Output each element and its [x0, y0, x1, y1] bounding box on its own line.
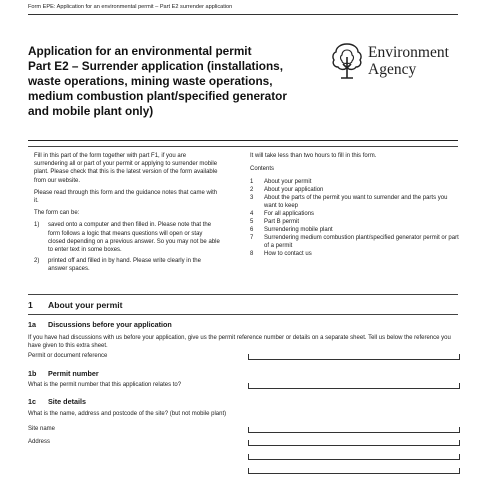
contents-text: Part B permit — [264, 219, 300, 225]
subsection-heading — [28, 397, 86, 406]
contents-text: About your application — [264, 187, 324, 193]
title-line: Part E2 – Surrender application (installations, — [28, 59, 284, 73]
address-line-2-field[interactable] — [248, 454, 460, 460]
contents-number: 3 — [250, 195, 254, 201]
contents-number: 5 — [250, 219, 254, 225]
permit-number-field[interactable] — [248, 383, 460, 389]
contents-title: Contents — [250, 166, 275, 172]
intro-paragraph: Please read through this form and the guidance notes that came with it. — [34, 189, 218, 205]
option-text: printed off and filled in by hand. Please write clearly in the answer spaces. — [48, 258, 201, 273]
contents-number: 2 — [250, 187, 254, 193]
list-item — [34, 257, 220, 273]
contents-text: How to contact us — [264, 251, 312, 257]
question-text: What is the permit number that this application relates to? — [28, 382, 182, 388]
time-note: It will take less than two hours to fill in this form. — [250, 153, 377, 159]
section-number: 1 — [28, 300, 33, 310]
running-header: Form EPE: Application for an environmental permit – Part E2 surrender application — [28, 4, 233, 10]
contents-text: For all applications — [264, 211, 315, 217]
tree-emblem-icon — [330, 40, 364, 84]
contents-list — [250, 178, 460, 258]
contents-number: 7 — [250, 235, 254, 241]
subsection-title: Discussions before your application — [48, 320, 172, 329]
title-line: and mobile plant only) — [28, 104, 154, 118]
contents-item[interactable] — [250, 218, 460, 226]
option-number: 1) — [34, 222, 40, 229]
option-number: 2) — [34, 258, 40, 265]
field-label: Address — [28, 439, 51, 445]
list-item — [34, 221, 220, 254]
contents-number: 8 — [250, 251, 254, 257]
contents-item[interactable] — [250, 186, 460, 194]
contents-item[interactable] — [250, 226, 460, 234]
logo-line-1: Environment — [368, 44, 449, 61]
intro-contents — [250, 152, 460, 258]
address-line-3-field[interactable] — [248, 468, 460, 474]
contents-item[interactable] — [250, 178, 460, 186]
environment-agency-logo — [330, 40, 460, 86]
section-divider — [28, 314, 458, 315]
title-divider-thin — [28, 146, 458, 147]
intro-paragraph: The form can be: — [34, 210, 80, 217]
subsection-heading — [28, 369, 99, 378]
field-label: Site name — [28, 426, 56, 432]
contents-number: 1 — [250, 179, 254, 185]
logo-line-2: Agency — [368, 61, 417, 78]
logo-wordmark — [368, 44, 449, 78]
subsection-title: Site details — [48, 397, 86, 406]
intro-divider — [28, 294, 458, 295]
section-heading — [28, 300, 122, 310]
subsection-number: 1a — [28, 320, 36, 329]
title-line: waste operations, mining waste operations, — [28, 74, 273, 88]
form-title — [28, 44, 308, 119]
subsection-heading — [28, 320, 172, 329]
field-label: Permit or document reference — [28, 353, 108, 359]
contents-text: About the parts of the permit you want to surrender and the parts you want to keep — [264, 195, 448, 209]
title-divider — [28, 140, 458, 141]
contents-text: Surrendering medium combustion plant/specified generator permit or part of a permit — [264, 235, 459, 249]
question-text: What is the name, address and postcode of the site? (but not mobile plant) — [28, 411, 227, 417]
contents-text: Surrendering mobile plant — [264, 227, 333, 233]
address-line-1-field[interactable] — [248, 440, 460, 446]
site-name-field[interactable] — [248, 427, 460, 433]
permit-reference-field[interactable] — [248, 354, 460, 360]
subsection-number: 1b — [28, 369, 37, 378]
subsection-number: 1c — [28, 397, 36, 406]
subsection-title: Permit number — [48, 369, 99, 378]
option-text: saved onto a computer and then filled in. Please note that the form follows a logic that means questions will open or stay closed depending on a previous answer. So you may not be able to enter text in some boxes. — [48, 222, 220, 254]
contents-item[interactable] — [250, 234, 460, 250]
contents-number: 4 — [250, 211, 254, 217]
section-title: About your permit — [48, 300, 123, 310]
intro-instructions — [34, 152, 220, 277]
header-divider — [28, 14, 458, 15]
question-text: If you have had discussions with us before your application, give us the permit reference number or details on a separate sheet. Tell us below the reference you have given to this extra sheet. — [28, 335, 451, 350]
contents-number: 6 — [250, 227, 254, 233]
title-line: medium combustion plant/specified generator — [28, 89, 287, 103]
form-options-list — [34, 221, 220, 273]
title-line: Application for an environmental permit — [28, 44, 252, 58]
contents-item[interactable] — [250, 194, 460, 210]
contents-text: About your permit — [264, 179, 312, 185]
contents-item[interactable] — [250, 250, 460, 258]
contents-item[interactable] — [250, 210, 460, 218]
intro-paragraph: Fill in this part of the form together with part F1, if you are surrendering all or part of your permit or applying to surrender mobile plant. Please check that this is the latest version of the form available from our website. — [34, 153, 218, 184]
